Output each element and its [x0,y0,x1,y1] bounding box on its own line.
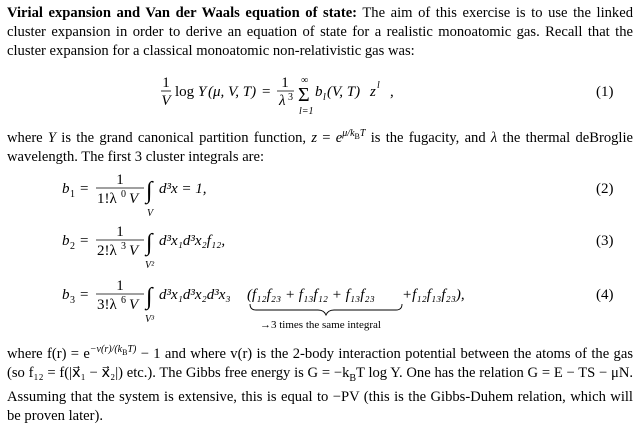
eq4-body-post: +f₁₂f₁₃f₂₃), [402,287,465,303]
closing-text-2: − 1 and where v(r) is the 2-body interaction potential between the atoms of the gas (so f₁₂ = f(|x⃗₁ − x⃗₂|) etc.). The Gibbs free energy is G = −k [7,345,633,381]
eq4-body-pre: d³x₁d³x₂d³x₃ [159,287,231,303]
middle-text-3: is the fugacity, and [365,129,491,146]
eq1-sum-upper: ∞ [301,75,309,86]
eq2-lhs-sub: 1 [70,189,75,200]
eq3-body: d³x₁d³x₂f₁₂, [159,233,226,249]
intro-paragraph [7,4,633,61]
eq1-lhs-args: (μ, V, T) [208,84,257,100]
eq1-sum-symbol: Σ [298,84,310,106]
eq4-num: 1 [116,278,124,294]
middle-Y: Y [47,129,57,146]
eq1-rhs-num: 1 [281,75,289,91]
eq1-z-exp: l [377,80,380,91]
eq4-underbrace [250,304,402,315]
eq1-z: z [370,84,376,100]
equation-2-svg [0,170,641,218]
section-heading: Virial expansion and Van der Waals equation of state: [7,5,358,21]
closing-exp-sub: B [122,348,128,357]
eq4-den-V: V [129,297,139,313]
eq4-eq: = [80,287,89,303]
middle-e: e [335,129,343,146]
eq2-number: (2) [596,181,614,197]
equation-4-svg [0,276,641,336]
equation-1-svg [0,74,641,122]
middle-text-2: is the grand canonical partition function, [56,129,312,146]
equation-4 [0,276,641,336]
eq3-num: 1 [116,224,124,240]
eq1-sum-lower: l=1 [299,106,314,117]
eq4-underbrace-note: →3 times the same integral [260,319,381,331]
eq3-int-sub: V² [145,260,155,271]
closing-paragraph [7,340,633,426]
eq2-eq: = [80,181,89,197]
eq2-lhs: b [62,181,70,197]
middle-eq: = [317,129,336,146]
eq3-eq: = [80,233,89,249]
eq1-lhs-num: 1 [162,75,170,91]
eq4-lhs-sub: 3 [70,295,75,306]
closing-text-3: T log Y. One has the relation G = E − TS − μN. Assuming that the system is extensive, this is equal to −PV (this is the Gibbs-Duhem relation, which will be proven later). [7,364,634,424]
equation-3 [0,222,641,271]
eq1-number: (1) [596,84,614,100]
eq4-body-brace: (f₁₂f₂₃ + f₁₃f₁₂ + f₁₃f₂₃ [247,287,375,303]
eq1-lhs-den: V [161,93,171,109]
eq3-integral: ∫ [146,230,153,256]
eq2-den-V: V [129,191,139,207]
eq4-integral: ∫ [146,284,153,310]
middle-lambda: λ [490,129,498,146]
eq2-den: 1!λ [97,191,117,207]
equation-2 [0,170,641,219]
middle-e-exp-sub: B [354,132,360,141]
closing-exp-end: T) [127,344,137,355]
eq4-den-exp: 6 [121,295,126,306]
middle-z: z [311,129,318,146]
closing-text-1: where f(r) = e [7,345,90,362]
closing-kb-sub: B [349,372,357,384]
middle-text-1: where [7,129,48,146]
eq2-den-exp: 0 [121,189,126,200]
eq3-den: 2!λ [97,243,117,259]
closing-exp: −v(r)/(k [89,344,123,355]
eq3-number: (3) [596,233,614,249]
eq1-equals: = [262,84,271,100]
eq1-b: b [315,84,323,100]
eq3-den-V: V [129,243,139,259]
intro-text: The aim of this exercise is to use the linked cluster expansion in order to derive an equation of state for a realistic monoatomic gas. Recall that the cluster expansion for a classical monoatomic non-relativistic gas was: [7,5,633,59]
eq4-number: (4) [596,287,614,303]
equation-1 [0,74,641,117]
eq1-Y: Y [198,84,207,100]
middle-paragraph [7,124,633,167]
eq1-trail: , [390,84,394,100]
eq2-num: 1 [116,172,124,188]
eq1-log: log [175,84,195,100]
eq1-rhs-args: (V, T) [327,84,361,100]
eq3-lhs-sub: 2 [70,241,75,252]
equation-3-svg [0,222,641,270]
middle-text-4: the thermal deBroglie wavelength. The first 3 cluster integrals are: [7,129,633,165]
eq1-rhs-den: λ [279,93,286,109]
middle-e-exp-T: T [359,128,366,139]
eq2-integral: ∫ [146,178,153,204]
eq2-int-sub: V [147,208,154,219]
eq1-b-sub: l [323,92,326,103]
eq3-lhs: b [62,233,70,249]
middle-e-exp: μ/k [342,128,355,139]
eq3-den-exp: 3 [121,241,126,252]
eq1-rhs-den-exp: 3 [288,92,293,103]
eq4-den: 3!λ [97,297,117,313]
eq4-lhs: b [62,287,70,303]
eq4-int-sub: V³ [145,314,155,325]
eq2-body: d³x = 1, [159,181,207,197]
